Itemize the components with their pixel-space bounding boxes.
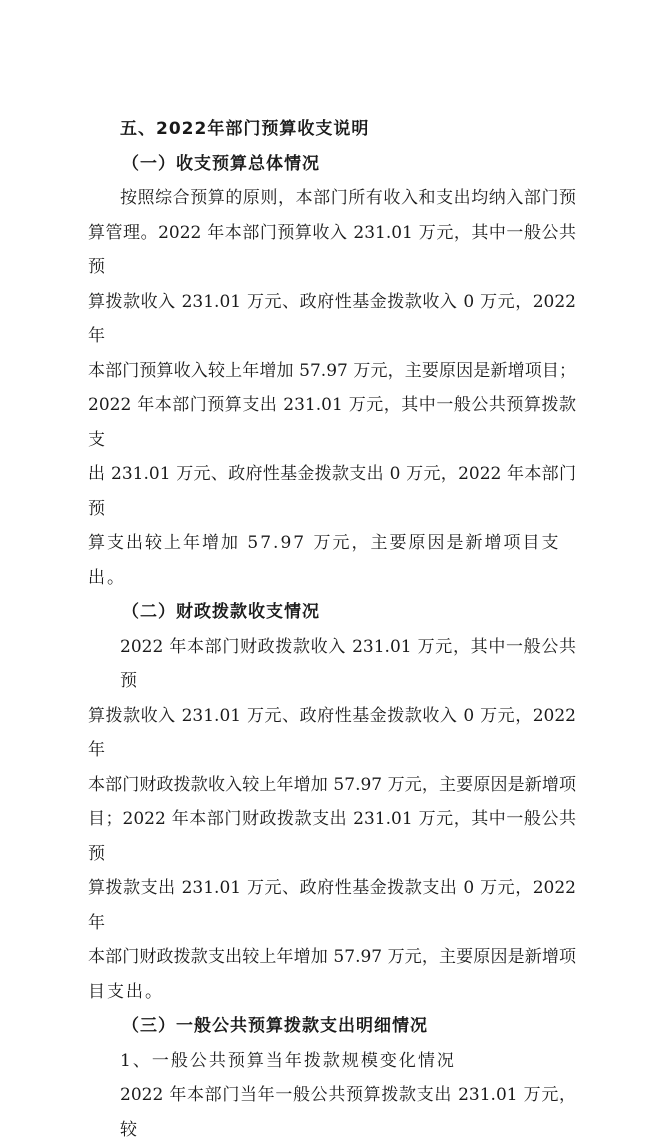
subsection-title-2: （二）财政拨款收支情况 [122, 602, 320, 622]
paragraph-line: 2022 年本部门当年一般公共预算拨款支出 231.01 万元，较 [120, 1085, 576, 1140]
subsection-title-1: （一）收支预算总体情况 [122, 153, 320, 174]
paragraph-line: 算拨款收入 231.01 万元、政府性基金拨款收入 0 万元，2022 年 [88, 291, 576, 346]
paragraph-line: 按照综合预算的原则，本部门所有收入和支出均纳入部门预 [120, 188, 576, 208]
paragraph-line: 算支出较上年增加 57.97 万元，主要原因是新增项目支出。 [88, 533, 561, 588]
paragraph-line: 2022 年本部门财政拨款收入 231.01 万元，其中一般公共预 [120, 636, 576, 691]
paragraph-line: 算拨款支出 231.01 万元、政府性基金拨款支出 0 万元，2022 年 [88, 878, 576, 933]
paragraph-line: 目支出。 [88, 981, 164, 1002]
paragraph-line: 本部门财政拨款收入较上年增加 57.97 万元，主要原因是新增项 [88, 774, 576, 795]
paragraph-line: 算管理。2022 年本部门预算收入 231.01 万元，其中一般公共预 [88, 222, 576, 277]
paragraph-line: 算拨款收入 231.01 万元、政府性基金拨款收入 0 万元，2022 年 [88, 705, 576, 760]
paragraph-line: 目；2022 年本部门财政拨款支出 231.01 万元，其中一般公共预 [88, 809, 576, 864]
paragraph-line: 本部门财政拨款支出较上年增加 57.97 万元，主要原因是新增项 [88, 947, 576, 967]
list-item-heading: 1、一般公共预算当年拨款规模变化情况 [120, 1050, 456, 1071]
paragraph-line: 本部门预算收入较上年增加 57.97 万元，主要原因是新增项目； [88, 360, 576, 381]
paragraph-line: 出 231.01 万元、政府性基金拨款支出 0 万元，2022 年本部门预 [88, 464, 576, 519]
section-heading: 五、2022年部门预算收支说明 [120, 119, 370, 139]
subsection-title-3: （三）一般公共预算拨款支出明细情况 [122, 1016, 428, 1036]
paragraph-line: 2022 年本部门预算支出 231.01 万元，其中一般公共预算拨款支 [88, 395, 576, 450]
